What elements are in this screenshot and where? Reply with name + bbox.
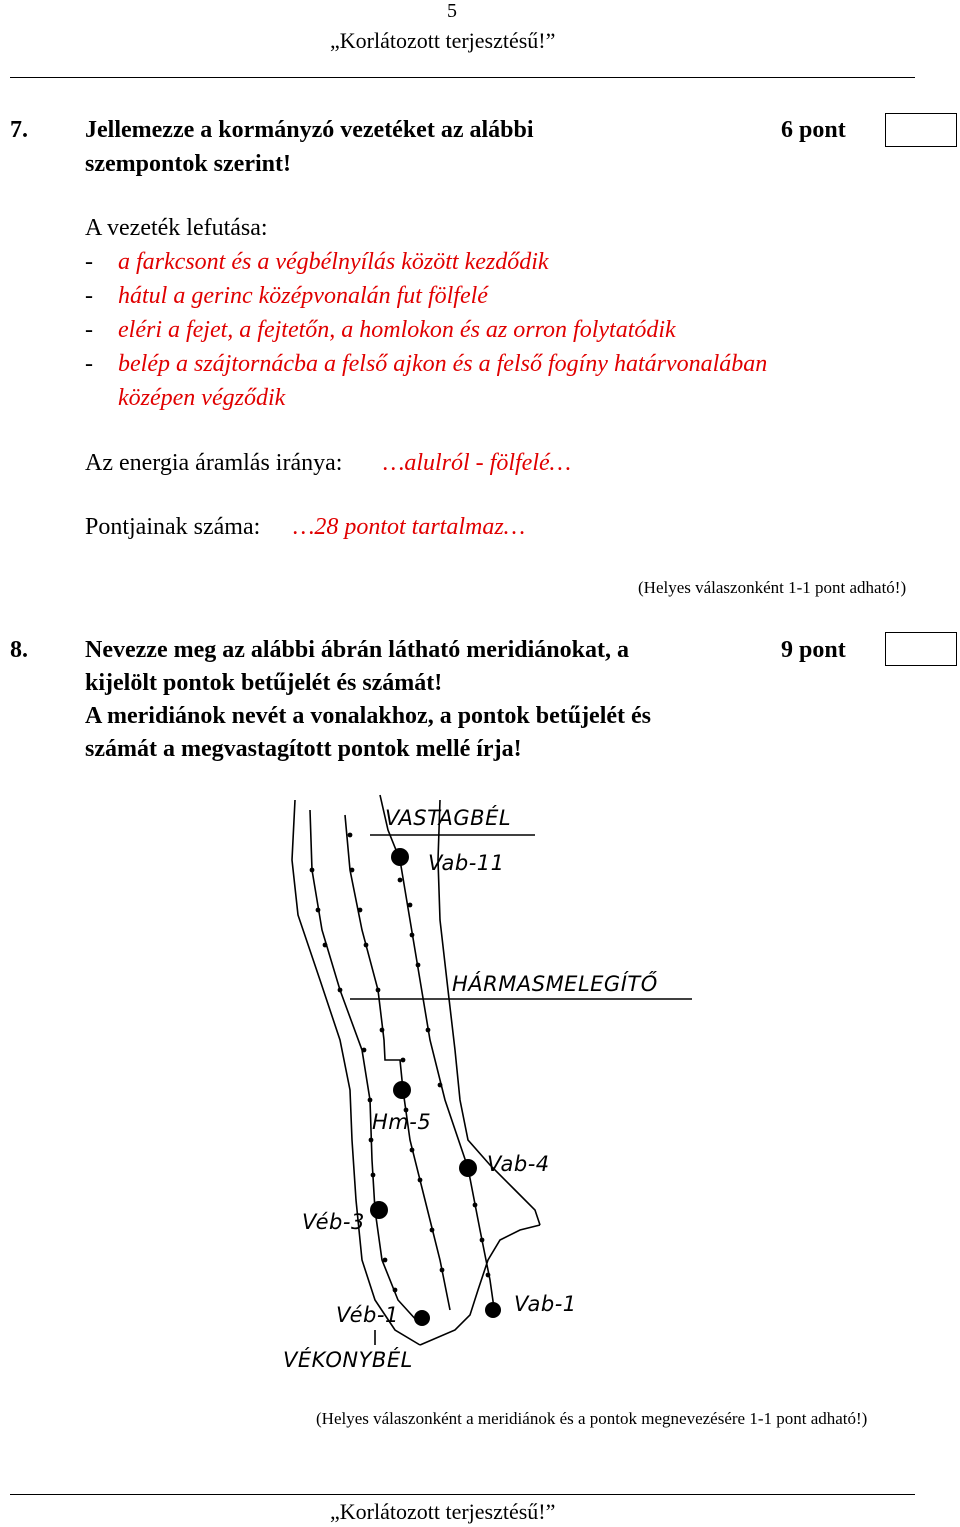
q7-points-answer: …28 pontot tartalmaz…	[293, 514, 526, 540]
page-number: 5	[447, 0, 457, 22]
label-hm5: Hm-5	[372, 1110, 432, 1134]
point-vab1	[485, 1302, 501, 1318]
q7-direction-label: Az energia áramlás iránya:	[85, 450, 343, 476]
meridian-line-harmas	[345, 815, 450, 1310]
q7-number: 7.	[10, 117, 28, 143]
label-vab11: Vab-11	[428, 851, 505, 875]
header-restriction: „Korlátozott terjesztésű!”	[330, 28, 556, 53]
point-vab4	[459, 1159, 477, 1177]
label-vab1: Vab-1	[514, 1292, 577, 1316]
hand-contour	[420, 1225, 540, 1345]
footer-restriction: „Korlátozott terjesztésű!”	[330, 1499, 556, 1524]
label-veb3: Véb-3	[302, 1210, 365, 1234]
q7-scoring-note: (Helyes válaszonként 1-1 pont adható!)	[638, 578, 907, 597]
route-dash: -	[85, 317, 93, 343]
q8-title-line1: Nevezze meg az alábbi ábrán látható meridiánokat, a	[85, 637, 629, 663]
route-dash: -	[85, 249, 93, 275]
route-item: belép a szájtornácba a felső ajkon és a felső fogíny határvonalában	[118, 351, 768, 377]
label-harmas: HÁRMASMELEGÍTŐ	[452, 972, 658, 996]
q8-title-line2: kijelölt pontok betűjelét és számát!	[85, 670, 443, 696]
route-item-continuation: középen végződik	[118, 385, 286, 411]
q7-direction-answer: …alulról - fölfelé…	[383, 450, 571, 476]
q8-points: 9 pont	[781, 637, 846, 663]
point-veb1	[414, 1310, 430, 1326]
q7-points-label: Pontjainak száma:	[85, 514, 261, 540]
q7-title-line2: szempontok szerint!	[85, 151, 291, 177]
label-vekonybel: VÉKONYBÉL	[283, 1348, 413, 1372]
q7-route-label: A vezeték lefutása:	[85, 215, 268, 241]
point-veb3	[370, 1201, 388, 1219]
route-dash: -	[85, 351, 93, 377]
q8-title-line4: számát a megvastagított pontok mellé írja!	[85, 736, 522, 762]
q8-title-line3: A meridiánok nevét a vonalakhoz, a pontok betűjelét és	[85, 703, 652, 729]
route-item: a farkcsont és a végbélnyílás között kezdődik	[118, 249, 549, 275]
q8-scoring-note: (Helyes válaszonként a meridiánok és a pontok megnevezésére 1-1 pont adható!)	[316, 1409, 868, 1428]
route-item: eléri a fejet, a fejtetőn, a homlokon és az orron folytatódik	[118, 317, 676, 343]
point-vab11	[391, 848, 409, 866]
q7-title-line1: Jellemezze a kormányzó vezetéket az alábbi	[85, 117, 534, 143]
point-hm5	[393, 1081, 411, 1099]
label-vab4: Vab-4	[487, 1152, 550, 1176]
label-vastagbel: VASTAGBÉL	[385, 806, 512, 830]
route-dash: -	[85, 283, 93, 309]
q7-points: 6 pont	[781, 117, 846, 143]
route-item: hátul a gerinc középvonalán fut fölfelé	[118, 283, 488, 309]
meridian-line-vekonybel	[310, 810, 418, 1322]
label-veb1: Véb-1	[336, 1303, 399, 1327]
footer-rule	[10, 1494, 915, 1495]
q8-number: 8.	[10, 637, 28, 663]
